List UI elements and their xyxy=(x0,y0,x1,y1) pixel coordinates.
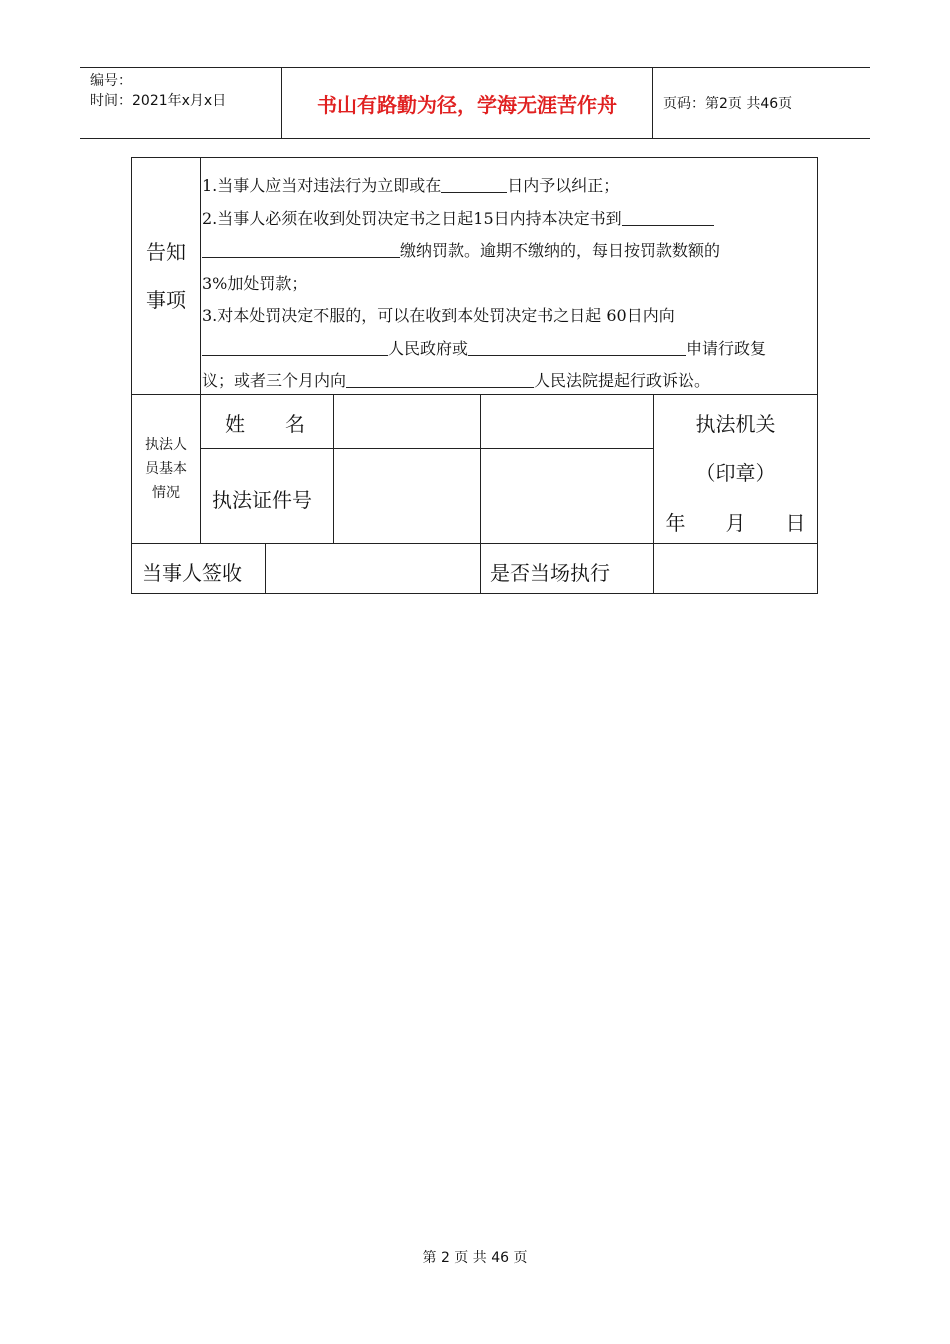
notice-line xyxy=(202,235,812,268)
notice-line xyxy=(202,333,812,366)
officer-name-cell-1[interactable] xyxy=(334,395,480,448)
notice-item2-text: 2.当事人必须在收到处罚决定书之日起15日内持本决定书到 xyxy=(202,208,622,228)
time-label: 时间：2021年x月x日 xyxy=(90,93,227,109)
notice-heading xyxy=(132,158,200,394)
officer-name-cell-2[interactable] xyxy=(481,395,653,448)
date-label: 年 月 日 xyxy=(665,511,806,535)
notice-heading-line1: 告知 xyxy=(146,240,186,264)
notice-form-table xyxy=(131,157,818,594)
number-label: 编号： xyxy=(90,73,132,89)
officers-label-line3: 情况 xyxy=(152,485,180,501)
party-signature-field[interactable] xyxy=(266,544,480,593)
notice-line xyxy=(202,365,812,398)
notice-item3-text-review: 申请行政复 xyxy=(686,338,767,358)
notice-item2-text-end: 3%加处罚款； xyxy=(202,273,308,293)
notice-body xyxy=(202,170,812,398)
notice-item2-text-cont: 缴纳罚款。逾期不缴纳的，每日按罚款数额的 xyxy=(400,241,721,260)
name-label: 姓 名 xyxy=(225,412,305,436)
notice-line xyxy=(202,203,812,236)
notice-line xyxy=(202,268,812,301)
notice-item3-text: 3.对本处罚决定不服的，可以在收到本处罚决定书之日起 60日内向 xyxy=(202,306,675,325)
officer-cert-cell-1[interactable] xyxy=(334,449,480,543)
header-motto: 书山有路勤为径，学海无涯苦作舟 xyxy=(281,68,653,138)
onsite-execution-field[interactable] xyxy=(654,544,817,593)
blank-review-agency-field[interactable] xyxy=(468,337,686,356)
blank-payment-place-field-cont[interactable] xyxy=(202,239,400,258)
page-footer: 第 2 页 共 46 页 xyxy=(422,1250,528,1266)
notice-item1-text-end: 日内予以纠正； xyxy=(507,176,620,195)
blank-days-field[interactable] xyxy=(441,174,507,193)
notice-heading-line2: 事项 xyxy=(146,288,186,312)
officers-label-line1: 执法人 xyxy=(145,437,187,453)
notice-line xyxy=(202,300,812,333)
notice-line xyxy=(202,170,812,203)
officers-label xyxy=(132,433,200,505)
header-meta xyxy=(80,68,281,138)
officer-cert-cell-2[interactable] xyxy=(481,449,653,543)
blank-government-field[interactable] xyxy=(202,337,388,356)
column-divider xyxy=(200,158,201,543)
seal-label: （印章） xyxy=(695,461,776,485)
onsite-execution-label: 是否当场执行 xyxy=(490,561,610,585)
document-header xyxy=(80,67,870,139)
blank-court-field[interactable] xyxy=(346,369,534,388)
officers-label-line2: 员基本 xyxy=(145,461,187,477)
notice-item3-text-end: 人民法院提起行政诉讼。 xyxy=(534,371,711,390)
blank-payment-place-field[interactable] xyxy=(622,207,714,226)
notice-item1-text: 1.当事人应当对违法行为立即或在 xyxy=(202,176,442,195)
notice-item3-text-court: 议；或者三个月内向 xyxy=(202,371,347,390)
notice-item3-text-gov: 人民政府或 xyxy=(388,338,469,358)
agency-label: 执法机关 xyxy=(695,412,776,436)
header-page-info: 页码：第2页 共46页 xyxy=(663,96,793,112)
party-signature-label: 当事人签收 xyxy=(142,561,242,585)
cert-number-label: 执法证件号 xyxy=(212,488,312,512)
